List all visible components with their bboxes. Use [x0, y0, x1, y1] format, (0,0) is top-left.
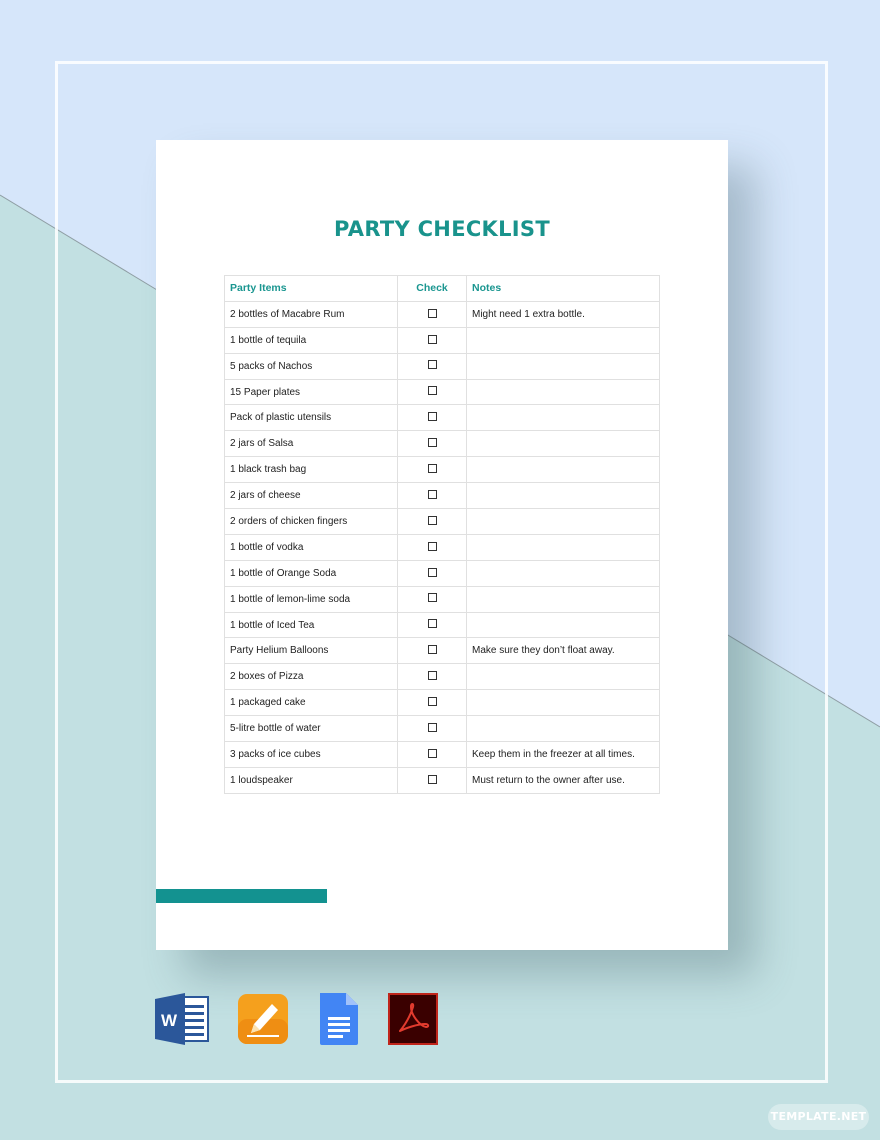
checkbox[interactable]: [428, 386, 437, 395]
checkbox[interactable]: [428, 723, 437, 732]
item-cell: Party Helium Balloons: [225, 638, 398, 664]
checkbox[interactable]: [428, 438, 437, 447]
note-cell: Keep them in the freezer at all times.: [467, 742, 660, 768]
check-cell: [398, 742, 467, 768]
check-cell: [398, 457, 467, 483]
item-cell: 5 packs of Nachos: [225, 353, 398, 379]
check-cell: [398, 586, 467, 612]
item-cell: 2 boxes of Pizza: [225, 664, 398, 690]
note-cell: [467, 431, 660, 457]
header-party-items: Party Items: [225, 276, 398, 302]
item-cell: 1 bottle of Orange Soda: [225, 560, 398, 586]
checkbox[interactable]: [428, 464, 437, 473]
item-cell: 1 loudspeaker: [225, 767, 398, 793]
checkbox[interactable]: [428, 542, 437, 551]
note-cell: [467, 716, 660, 742]
note-cell: [467, 457, 660, 483]
table-row: [225, 379, 660, 405]
note-cell: [467, 586, 660, 612]
check-cell: [398, 379, 467, 405]
table-row: [225, 664, 660, 690]
note-cell: [467, 560, 660, 586]
note-cell: [467, 534, 660, 560]
table-row: [225, 612, 660, 638]
check-cell: [398, 431, 467, 457]
check-cell: [398, 560, 467, 586]
document-page: [156, 140, 728, 950]
checkbox[interactable]: [428, 516, 437, 525]
adobe-pdf-icon[interactable]: [388, 993, 438, 1045]
check-cell: [398, 327, 467, 353]
table-row: [225, 301, 660, 327]
check-cell: [398, 509, 467, 535]
item-cell: 1 packaged cake: [225, 690, 398, 716]
format-icons: [155, 993, 445, 1047]
table-row: [225, 586, 660, 612]
svg-text:W: W: [160, 1011, 178, 1030]
table-row: [225, 483, 660, 509]
item-cell: 3 packs of ice cubes: [225, 742, 398, 768]
item-cell: 1 bottle of Iced Tea: [225, 612, 398, 638]
note-cell: [467, 690, 660, 716]
checkbox[interactable]: [428, 593, 437, 602]
check-cell: [398, 483, 467, 509]
check-cell: [398, 690, 467, 716]
check-cell: [398, 301, 467, 327]
item-cell: 2 orders of chicken fingers: [225, 509, 398, 535]
table-row: [225, 457, 660, 483]
checkbox[interactable]: [428, 412, 437, 421]
google-docs-icon[interactable]: [318, 993, 360, 1045]
checkbox[interactable]: [428, 775, 437, 784]
table-row: [225, 638, 660, 664]
item-cell: 2 jars of Salsa: [225, 431, 398, 457]
note-cell: [467, 405, 660, 431]
checkbox[interactable]: [428, 335, 437, 344]
apple-pages-icon[interactable]: [237, 993, 289, 1045]
table-row: [225, 405, 660, 431]
item-cell: Pack of plastic utensils: [225, 405, 398, 431]
template-net-watermark: TEMPLATE.NET: [768, 1104, 869, 1130]
header-check: Check: [398, 276, 467, 302]
checkbox[interactable]: [428, 671, 437, 680]
check-cell: [398, 405, 467, 431]
item-cell: 1 black trash bag: [225, 457, 398, 483]
checkbox[interactable]: [428, 749, 437, 758]
note-cell: Must return to the owner after use.: [467, 767, 660, 793]
header-notes: Notes: [467, 276, 660, 302]
checkbox[interactable]: [428, 619, 437, 628]
table-row: [225, 431, 660, 457]
item-cell: 1 bottle of tequila: [225, 327, 398, 353]
checkbox[interactable]: [428, 568, 437, 577]
check-cell: [398, 716, 467, 742]
table-row: [225, 534, 660, 560]
table-row: [225, 767, 660, 793]
table-row: [225, 690, 660, 716]
check-cell: [398, 638, 467, 664]
item-cell: 1 bottle of lemon-lime soda: [225, 586, 398, 612]
checkbox[interactable]: [428, 645, 437, 654]
microsoft-word-icon[interactable]: [155, 993, 209, 1045]
note-cell: [467, 509, 660, 535]
check-cell: [398, 534, 467, 560]
table-row: [225, 742, 660, 768]
item-cell: 2 bottles of Macabre Rum: [225, 301, 398, 327]
note-cell: [467, 612, 660, 638]
note-cell: [467, 483, 660, 509]
table-row: [225, 327, 660, 353]
check-cell: [398, 612, 467, 638]
table-header-row: [225, 276, 660, 302]
checkbox[interactable]: [428, 697, 437, 706]
checkbox[interactable]: [428, 490, 437, 499]
note-cell: Make sure they don’t float away.: [467, 638, 660, 664]
note-cell: [467, 379, 660, 405]
check-cell: [398, 767, 467, 793]
note-cell: [467, 353, 660, 379]
note-cell: [467, 664, 660, 690]
table-row: [225, 716, 660, 742]
note-cell: Might need 1 extra bottle.: [467, 301, 660, 327]
item-cell: 2 jars of cheese: [225, 483, 398, 509]
check-cell: [398, 353, 467, 379]
table-row: [225, 509, 660, 535]
accent-bar: [156, 889, 327, 903]
item-cell: 1 bottle of vodka: [225, 534, 398, 560]
document-title: PARTY CHECKLIST: [334, 217, 550, 241]
checkbox[interactable]: [428, 360, 437, 369]
check-cell: [398, 664, 467, 690]
checklist-table: [224, 275, 660, 794]
item-cell: 5-litre bottle of water: [225, 716, 398, 742]
note-cell: [467, 327, 660, 353]
checkbox[interactable]: [428, 309, 437, 318]
table-row: [225, 353, 660, 379]
table-row: [225, 560, 660, 586]
item-cell: 15 Paper plates: [225, 379, 398, 405]
